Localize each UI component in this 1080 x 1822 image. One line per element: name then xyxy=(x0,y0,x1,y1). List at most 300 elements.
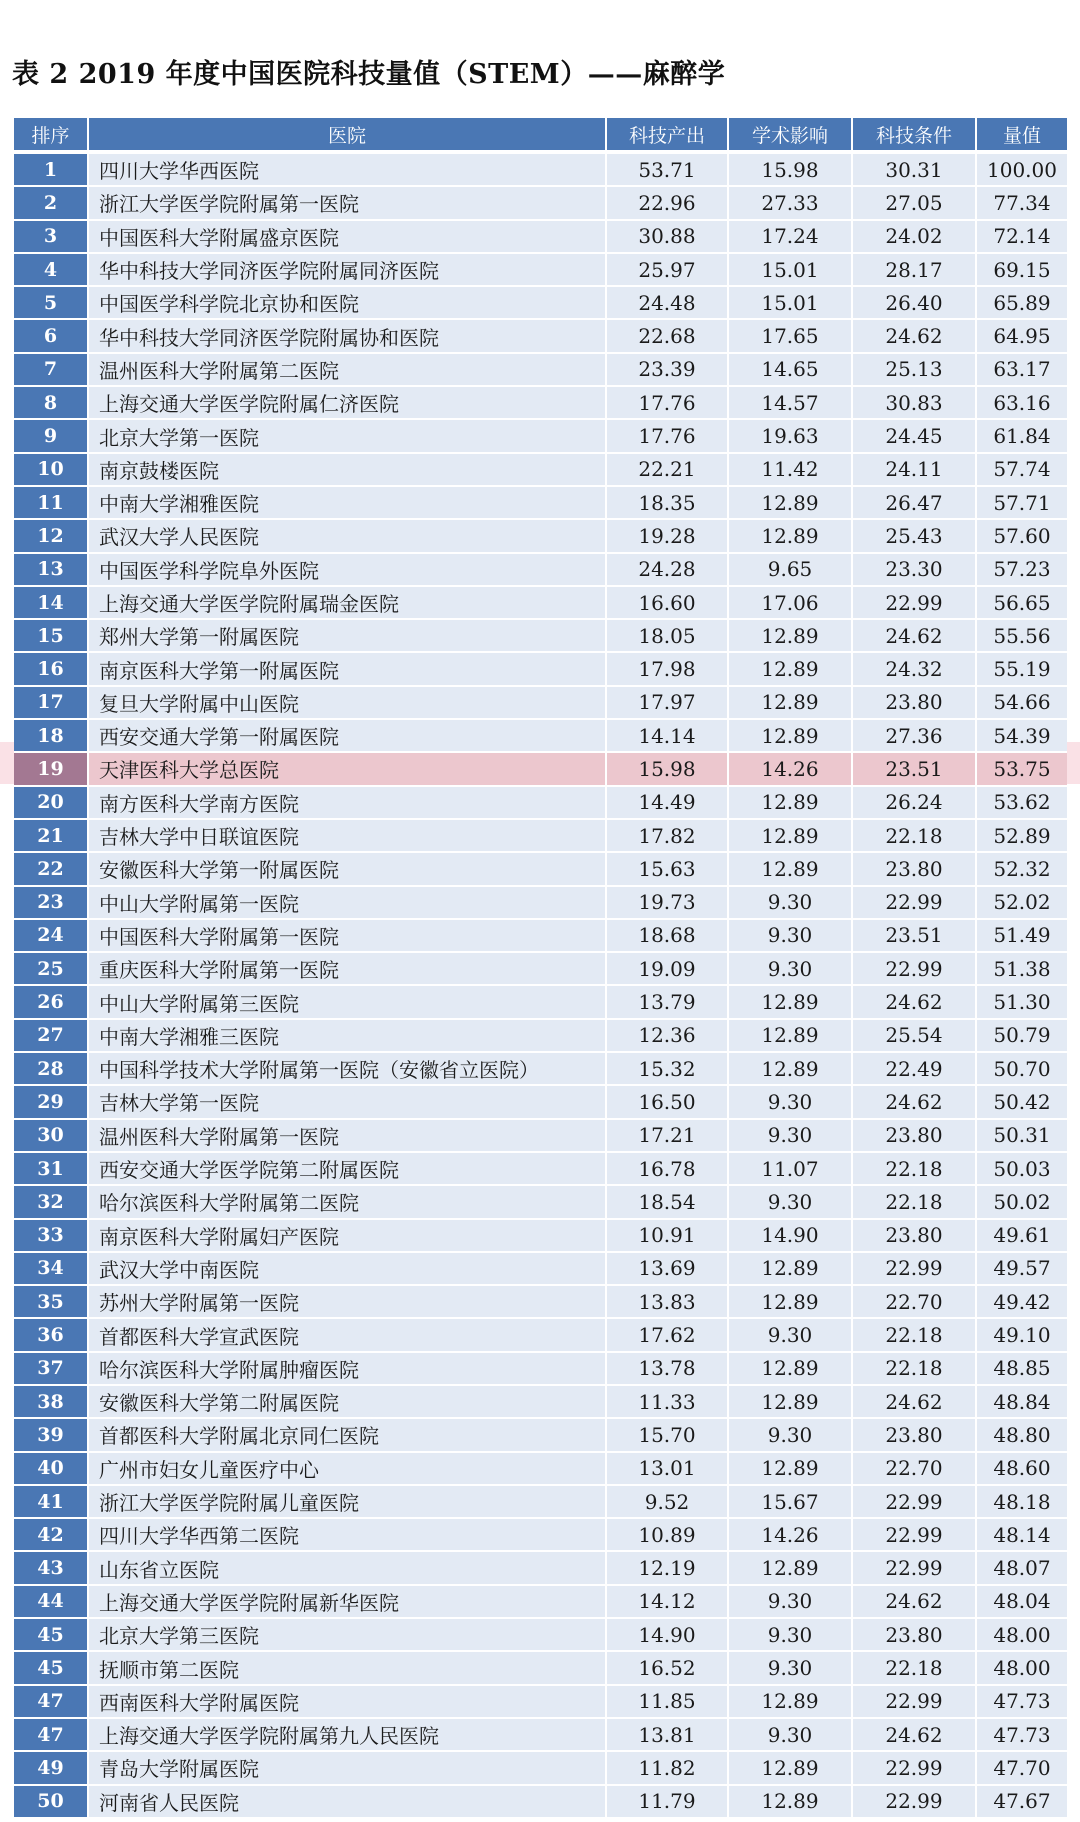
cell-condition: 22.99 xyxy=(852,1785,976,1818)
cell-value: 65.89 xyxy=(976,286,1067,319)
cell-value: 69.15 xyxy=(976,253,1067,286)
cell-output: 13.01 xyxy=(606,1452,728,1485)
cell-hospital: 哈尔滨医科大学附属第二医院 xyxy=(88,1185,606,1218)
cell-rank: 29 xyxy=(14,1085,88,1118)
table-row xyxy=(14,886,1067,919)
cell-hospital: 中国医科大学附属盛京医院 xyxy=(88,220,606,253)
table-row xyxy=(14,1019,1067,1052)
cell-output: 17.76 xyxy=(606,386,728,419)
cell-rank: 24 xyxy=(14,919,88,952)
cell-value: 72.14 xyxy=(976,220,1067,253)
cell-value: 50.79 xyxy=(976,1019,1067,1052)
cell-impact: 9.30 xyxy=(728,1418,852,1451)
cell-condition: 22.18 xyxy=(852,819,976,852)
cell-condition: 23.80 xyxy=(852,852,976,885)
cell-value: 53.62 xyxy=(976,786,1067,819)
cell-impact: 27.33 xyxy=(728,186,852,219)
table-row xyxy=(14,1751,1067,1784)
cell-condition: 22.99 xyxy=(852,1518,976,1551)
cell-rank: 45 xyxy=(14,1618,88,1651)
cell-rank: 38 xyxy=(14,1385,88,1418)
cell-value: 51.30 xyxy=(976,985,1067,1018)
cell-output: 16.60 xyxy=(606,586,728,619)
cell-rank: 33 xyxy=(14,1219,88,1252)
cell-condition: 24.62 xyxy=(852,619,976,652)
cell-impact: 9.30 xyxy=(728,1585,852,1618)
ranking-table xyxy=(14,118,1067,1819)
cell-output: 24.48 xyxy=(606,286,728,319)
table-row xyxy=(14,1585,1067,1618)
table-row xyxy=(14,1618,1067,1651)
cell-hospital: 温州医科大学附属第二医院 xyxy=(88,353,606,386)
table-row xyxy=(14,852,1067,885)
cell-value: 50.03 xyxy=(976,1152,1067,1185)
cell-condition: 22.99 xyxy=(852,1485,976,1518)
cell-condition: 24.11 xyxy=(852,453,976,486)
cell-rank: 17 xyxy=(14,686,88,719)
cell-hospital: 吉林大学第一医院 xyxy=(88,1085,606,1118)
cell-hospital: 中国医学科学院北京协和医院 xyxy=(88,286,606,319)
cell-impact: 9.30 xyxy=(728,1651,852,1684)
cell-output: 14.90 xyxy=(606,1618,728,1651)
cell-output: 12.36 xyxy=(606,1019,728,1052)
cell-rank: 28 xyxy=(14,1052,88,1085)
cell-condition: 28.17 xyxy=(852,253,976,286)
cell-impact: 12.89 xyxy=(728,1385,852,1418)
table-row xyxy=(14,652,1067,685)
cell-condition: 22.99 xyxy=(852,1252,976,1285)
cell-impact: 15.01 xyxy=(728,253,852,286)
cell-rank: 45 xyxy=(14,1651,88,1684)
cell-condition: 24.45 xyxy=(852,419,976,452)
cell-output: 13.79 xyxy=(606,985,728,1018)
cell-rank: 1 xyxy=(14,152,88,186)
cell-hospital: 首都医科大学附属北京同仁医院 xyxy=(88,1418,606,1451)
cell-hospital: 天津医科大学总医院 xyxy=(88,752,606,785)
cell-value: 55.56 xyxy=(976,619,1067,652)
cell-output: 18.35 xyxy=(606,486,728,519)
cell-impact: 12.89 xyxy=(728,1352,852,1385)
cell-condition: 22.99 xyxy=(852,1551,976,1584)
table-row xyxy=(14,686,1067,719)
cell-value: 48.18 xyxy=(976,1485,1067,1518)
table-row xyxy=(14,519,1067,552)
cell-rank: 8 xyxy=(14,386,88,419)
table-row xyxy=(14,486,1067,519)
cell-value: 50.31 xyxy=(976,1119,1067,1152)
cell-output: 11.79 xyxy=(606,1785,728,1818)
cell-output: 18.54 xyxy=(606,1185,728,1218)
cell-rank: 35 xyxy=(14,1285,88,1318)
table-row xyxy=(14,253,1067,286)
cell-value: 48.60 xyxy=(976,1452,1067,1485)
cell-output: 17.62 xyxy=(606,1318,728,1351)
cell-rank: 16 xyxy=(14,652,88,685)
cell-hospital: 首都医科大学宣武医院 xyxy=(88,1318,606,1351)
cell-condition: 23.30 xyxy=(852,553,976,586)
cell-condition: 24.02 xyxy=(852,220,976,253)
cell-condition: 23.80 xyxy=(852,1119,976,1152)
cell-impact: 12.89 xyxy=(728,1052,852,1085)
cell-impact: 17.06 xyxy=(728,586,852,619)
table-row xyxy=(14,1352,1067,1385)
cell-impact: 14.26 xyxy=(728,752,852,785)
cell-value: 51.38 xyxy=(976,952,1067,985)
cell-value: 57.60 xyxy=(976,519,1067,552)
cell-hospital: 武汉大学中南医院 xyxy=(88,1252,606,1285)
table-row xyxy=(14,952,1067,985)
cell-impact: 12.89 xyxy=(728,1785,852,1818)
cell-value: 54.39 xyxy=(976,719,1067,752)
cell-condition: 22.99 xyxy=(852,586,976,619)
cell-condition: 24.62 xyxy=(852,1585,976,1618)
table-row xyxy=(14,553,1067,586)
cell-impact: 14.57 xyxy=(728,386,852,419)
cell-value: 100.00 xyxy=(976,152,1067,186)
cell-rank: 34 xyxy=(14,1252,88,1285)
cell-hospital: 南京医科大学附属妇产医院 xyxy=(88,1219,606,1252)
cell-output: 13.83 xyxy=(606,1285,728,1318)
cell-output: 17.97 xyxy=(606,686,728,719)
cell-hospital: 山东省立医院 xyxy=(88,1551,606,1584)
cell-value: 52.32 xyxy=(976,852,1067,885)
cell-condition: 22.99 xyxy=(852,886,976,919)
table-row xyxy=(14,220,1067,253)
cell-hospital: 西安交通大学第一附属医院 xyxy=(88,719,606,752)
cell-condition: 22.18 xyxy=(852,1352,976,1385)
table-row xyxy=(14,819,1067,852)
table-row xyxy=(14,1485,1067,1518)
cell-output: 19.73 xyxy=(606,886,728,919)
cell-impact: 12.89 xyxy=(728,852,852,885)
cell-value: 47.70 xyxy=(976,1751,1067,1784)
cell-hospital: 武汉大学人民医院 xyxy=(88,519,606,552)
cell-impact: 14.65 xyxy=(728,353,852,386)
cell-condition: 23.80 xyxy=(852,1418,976,1451)
cell-output: 15.98 xyxy=(606,752,728,785)
header-hospital: 医院 xyxy=(88,118,606,152)
cell-condition: 26.24 xyxy=(852,786,976,819)
cell-impact: 12.89 xyxy=(728,985,852,1018)
cell-output: 14.14 xyxy=(606,719,728,752)
cell-value: 48.80 xyxy=(976,1418,1067,1451)
cell-impact: 17.65 xyxy=(728,319,852,352)
cell-hospital: 南京鼓楼医院 xyxy=(88,453,606,486)
header-condition: 科技条件 xyxy=(852,118,976,152)
cell-rank: 21 xyxy=(14,819,88,852)
table-row xyxy=(14,985,1067,1018)
cell-value: 47.73 xyxy=(976,1718,1067,1751)
cell-hospital: 哈尔滨医科大学附属肿瘤医院 xyxy=(88,1352,606,1385)
cell-condition: 22.49 xyxy=(852,1052,976,1085)
cell-impact: 17.24 xyxy=(728,220,852,253)
table-row xyxy=(14,1185,1067,1218)
cell-output: 19.09 xyxy=(606,952,728,985)
cell-condition: 22.99 xyxy=(852,1685,976,1718)
table-row xyxy=(14,919,1067,952)
cell-hospital: 吉林大学中日联谊医院 xyxy=(88,819,606,852)
cell-impact: 9.30 xyxy=(728,1119,852,1152)
cell-hospital: 四川大学华西医院 xyxy=(88,152,606,186)
cell-value: 48.85 xyxy=(976,1352,1067,1385)
cell-value: 52.89 xyxy=(976,819,1067,852)
table-row xyxy=(14,1318,1067,1351)
cell-impact: 9.30 xyxy=(728,1185,852,1218)
cell-rank: 9 xyxy=(14,419,88,452)
cell-value: 50.70 xyxy=(976,1052,1067,1085)
cell-output: 9.52 xyxy=(606,1485,728,1518)
cell-condition: 24.62 xyxy=(852,1085,976,1118)
cell-rank: 32 xyxy=(14,1185,88,1218)
cell-hospital: 温州医科大学附属第一医院 xyxy=(88,1119,606,1152)
cell-rank: 12 xyxy=(14,519,88,552)
cell-condition: 22.70 xyxy=(852,1285,976,1318)
cell-condition: 25.13 xyxy=(852,353,976,386)
cell-rank: 47 xyxy=(14,1685,88,1718)
table-row xyxy=(14,386,1067,419)
cell-condition: 30.31 xyxy=(852,152,976,186)
cell-value: 48.84 xyxy=(976,1385,1067,1418)
cell-output: 22.68 xyxy=(606,319,728,352)
table-row xyxy=(14,1119,1067,1152)
cell-hospital: 华中科技大学同济医学院附属同济医院 xyxy=(88,253,606,286)
cell-impact: 9.30 xyxy=(728,1318,852,1351)
cell-hospital: 青岛大学附属医院 xyxy=(88,1751,606,1784)
cell-hospital: 中南大学湘雅三医院 xyxy=(88,1019,606,1052)
cell-rank: 50 xyxy=(14,1785,88,1818)
table-row xyxy=(14,1385,1067,1418)
cell-value: 77.34 xyxy=(976,186,1067,219)
cell-impact: 19.63 xyxy=(728,419,852,452)
cell-rank: 14 xyxy=(14,586,88,619)
header-impact: 学术影响 xyxy=(728,118,852,152)
cell-condition: 22.18 xyxy=(852,1651,976,1684)
cell-condition: 22.99 xyxy=(852,1751,976,1784)
cell-output: 15.63 xyxy=(606,852,728,885)
cell-hospital: 河南省人民医院 xyxy=(88,1785,606,1818)
cell-output: 30.88 xyxy=(606,220,728,253)
cell-output: 11.85 xyxy=(606,1685,728,1718)
cell-impact: 12.89 xyxy=(728,1285,852,1318)
cell-output: 22.21 xyxy=(606,453,728,486)
cell-rank: 4 xyxy=(14,253,88,286)
cell-hospital: 安徽医科大学第二附属医院 xyxy=(88,1385,606,1418)
cell-impact: 14.26 xyxy=(728,1518,852,1551)
cell-output: 25.97 xyxy=(606,253,728,286)
cell-rank: 13 xyxy=(14,553,88,586)
cell-value: 49.10 xyxy=(976,1318,1067,1351)
cell-rank: 10 xyxy=(14,453,88,486)
cell-hospital: 北京大学第三医院 xyxy=(88,1618,606,1651)
cell-output: 17.21 xyxy=(606,1119,728,1152)
cell-rank: 36 xyxy=(14,1318,88,1351)
cell-hospital: 浙江大学医学院附属儿童医院 xyxy=(88,1485,606,1518)
cell-condition: 26.40 xyxy=(852,286,976,319)
cell-value: 48.04 xyxy=(976,1585,1067,1618)
cell-hospital: 南京医科大学第一附属医院 xyxy=(88,652,606,685)
cell-hospital: 上海交通大学医学院附属新华医院 xyxy=(88,1585,606,1618)
cell-rank: 42 xyxy=(14,1518,88,1551)
cell-rank: 41 xyxy=(14,1485,88,1518)
cell-impact: 9.30 xyxy=(728,1085,852,1118)
cell-impact: 9.30 xyxy=(728,1718,852,1751)
cell-value: 49.57 xyxy=(976,1252,1067,1285)
cell-condition: 24.62 xyxy=(852,1718,976,1751)
cell-rank: 43 xyxy=(14,1551,88,1584)
cell-hospital: 复旦大学附属中山医院 xyxy=(88,686,606,719)
cell-output: 22.96 xyxy=(606,186,728,219)
cell-hospital: 上海交通大学医学院附属瑞金医院 xyxy=(88,586,606,619)
cell-hospital: 中国科学技术大学附属第一医院（安徽省立医院） xyxy=(88,1052,606,1085)
cell-hospital: 西安交通大学医学院第二附属医院 xyxy=(88,1152,606,1185)
cell-output: 53.71 xyxy=(606,152,728,186)
cell-value: 63.17 xyxy=(976,353,1067,386)
cell-impact: 12.89 xyxy=(728,819,852,852)
cell-impact: 12.89 xyxy=(728,786,852,819)
table-row xyxy=(14,619,1067,652)
cell-hospital: 郑州大学第一附属医院 xyxy=(88,619,606,652)
cell-condition: 24.62 xyxy=(852,985,976,1018)
cell-rank: 7 xyxy=(14,353,88,386)
cell-condition: 30.83 xyxy=(852,386,976,419)
cell-impact: 12.89 xyxy=(728,686,852,719)
cell-impact: 12.89 xyxy=(728,1019,852,1052)
cell-hospital: 安徽医科大学第一附属医院 xyxy=(88,852,606,885)
cell-rank: 39 xyxy=(14,1418,88,1451)
table-row xyxy=(14,1785,1067,1818)
cell-hospital: 广州市妇女儿童医疗中心 xyxy=(88,1452,606,1485)
cell-value: 50.42 xyxy=(976,1085,1067,1118)
cell-condition: 23.51 xyxy=(852,752,976,785)
cell-output: 13.78 xyxy=(606,1352,728,1385)
cell-rank: 27 xyxy=(14,1019,88,1052)
cell-output: 16.78 xyxy=(606,1152,728,1185)
cell-hospital: 四川大学华西第二医院 xyxy=(88,1518,606,1551)
cell-condition: 25.43 xyxy=(852,519,976,552)
cell-value: 56.65 xyxy=(976,586,1067,619)
cell-hospital: 上海交通大学医学院附属第九人民医院 xyxy=(88,1718,606,1751)
table-row xyxy=(14,786,1067,819)
cell-hospital: 上海交通大学医学院附属仁济医院 xyxy=(88,386,606,419)
cell-value: 54.66 xyxy=(976,686,1067,719)
table-row xyxy=(14,453,1067,486)
cell-impact: 15.01 xyxy=(728,286,852,319)
cell-rank: 23 xyxy=(14,886,88,919)
cell-hospital: 中南大学湘雅医院 xyxy=(88,486,606,519)
cell-rank: 22 xyxy=(14,852,88,885)
cell-value: 61.84 xyxy=(976,419,1067,452)
table-row xyxy=(14,1685,1067,1718)
table-row xyxy=(14,1651,1067,1684)
page-title: 表 2 2019 年度中国医院科技量值（STEM）——麻醉学 xyxy=(12,59,726,90)
cell-impact: 12.89 xyxy=(728,652,852,685)
cell-output: 15.70 xyxy=(606,1418,728,1451)
cell-rank: 6 xyxy=(14,319,88,352)
cell-condition: 26.47 xyxy=(852,486,976,519)
cell-output: 23.39 xyxy=(606,353,728,386)
cell-condition: 24.32 xyxy=(852,652,976,685)
table-row xyxy=(14,1551,1067,1584)
table-row xyxy=(14,1052,1067,1085)
cell-rank: 2 xyxy=(14,186,88,219)
cell-rank: 25 xyxy=(14,952,88,985)
cell-value: 57.74 xyxy=(976,453,1067,486)
table-row xyxy=(14,1285,1067,1318)
cell-output: 17.76 xyxy=(606,419,728,452)
table-header-row xyxy=(14,118,1067,152)
table-row xyxy=(14,1718,1067,1751)
cell-output: 17.82 xyxy=(606,819,728,852)
table-row xyxy=(14,752,1067,785)
table-row xyxy=(14,1219,1067,1252)
cell-impact: 9.30 xyxy=(728,886,852,919)
cell-value: 50.02 xyxy=(976,1185,1067,1218)
cell-impact: 11.42 xyxy=(728,453,852,486)
cell-hospital: 抚顺市第二医院 xyxy=(88,1651,606,1684)
cell-rank: 40 xyxy=(14,1452,88,1485)
cell-hospital: 南方医科大学南方医院 xyxy=(88,786,606,819)
header-rank: 排序 xyxy=(14,118,88,152)
table-row xyxy=(14,286,1067,319)
cell-value: 57.71 xyxy=(976,486,1067,519)
cell-value: 47.73 xyxy=(976,1685,1067,1718)
table-row xyxy=(14,152,1067,186)
cell-rank: 19 xyxy=(14,752,88,785)
cell-value: 47.67 xyxy=(976,1785,1067,1818)
cell-rank: 37 xyxy=(14,1352,88,1385)
cell-hospital: 重庆医科大学附属第一医院 xyxy=(88,952,606,985)
cell-output: 18.68 xyxy=(606,919,728,952)
cell-impact: 14.90 xyxy=(728,1219,852,1252)
cell-output: 11.82 xyxy=(606,1751,728,1784)
cell-impact: 12.89 xyxy=(728,1685,852,1718)
cell-output: 14.12 xyxy=(606,1585,728,1618)
cell-condition: 25.54 xyxy=(852,1019,976,1052)
cell-output: 16.52 xyxy=(606,1651,728,1684)
cell-output: 12.19 xyxy=(606,1551,728,1584)
table-row xyxy=(14,1085,1067,1118)
cell-hospital: 中国医科大学附属第一医院 xyxy=(88,919,606,952)
cell-value: 64.95 xyxy=(976,319,1067,352)
cell-condition: 27.05 xyxy=(852,186,976,219)
cell-hospital: 西南医科大学附属医院 xyxy=(88,1685,606,1718)
table-row xyxy=(14,586,1067,619)
cell-value: 52.02 xyxy=(976,886,1067,919)
cell-output: 11.33 xyxy=(606,1385,728,1418)
cell-hospital: 浙江大学医学院附属第一医院 xyxy=(88,186,606,219)
cell-impact: 12.89 xyxy=(728,1452,852,1485)
cell-rank: 31 xyxy=(14,1152,88,1185)
cell-output: 13.81 xyxy=(606,1718,728,1751)
table-body xyxy=(14,152,1067,1818)
cell-output: 16.50 xyxy=(606,1085,728,1118)
cell-condition: 23.51 xyxy=(852,919,976,952)
table-row xyxy=(14,1418,1067,1451)
cell-hospital: 中山大学附属第一医院 xyxy=(88,886,606,919)
cell-hospital: 中山大学附属第三医院 xyxy=(88,985,606,1018)
cell-value: 51.49 xyxy=(976,919,1067,952)
cell-value: 48.14 xyxy=(976,1518,1067,1551)
cell-impact: 15.98 xyxy=(728,152,852,186)
header-value: 量值 xyxy=(976,118,1067,152)
cell-impact: 12.89 xyxy=(728,486,852,519)
cell-impact: 9.30 xyxy=(728,952,852,985)
cell-rank: 30 xyxy=(14,1119,88,1152)
cell-impact: 12.89 xyxy=(728,619,852,652)
cell-value: 49.42 xyxy=(976,1285,1067,1318)
cell-rank: 3 xyxy=(14,220,88,253)
cell-impact: 11.07 xyxy=(728,1152,852,1185)
